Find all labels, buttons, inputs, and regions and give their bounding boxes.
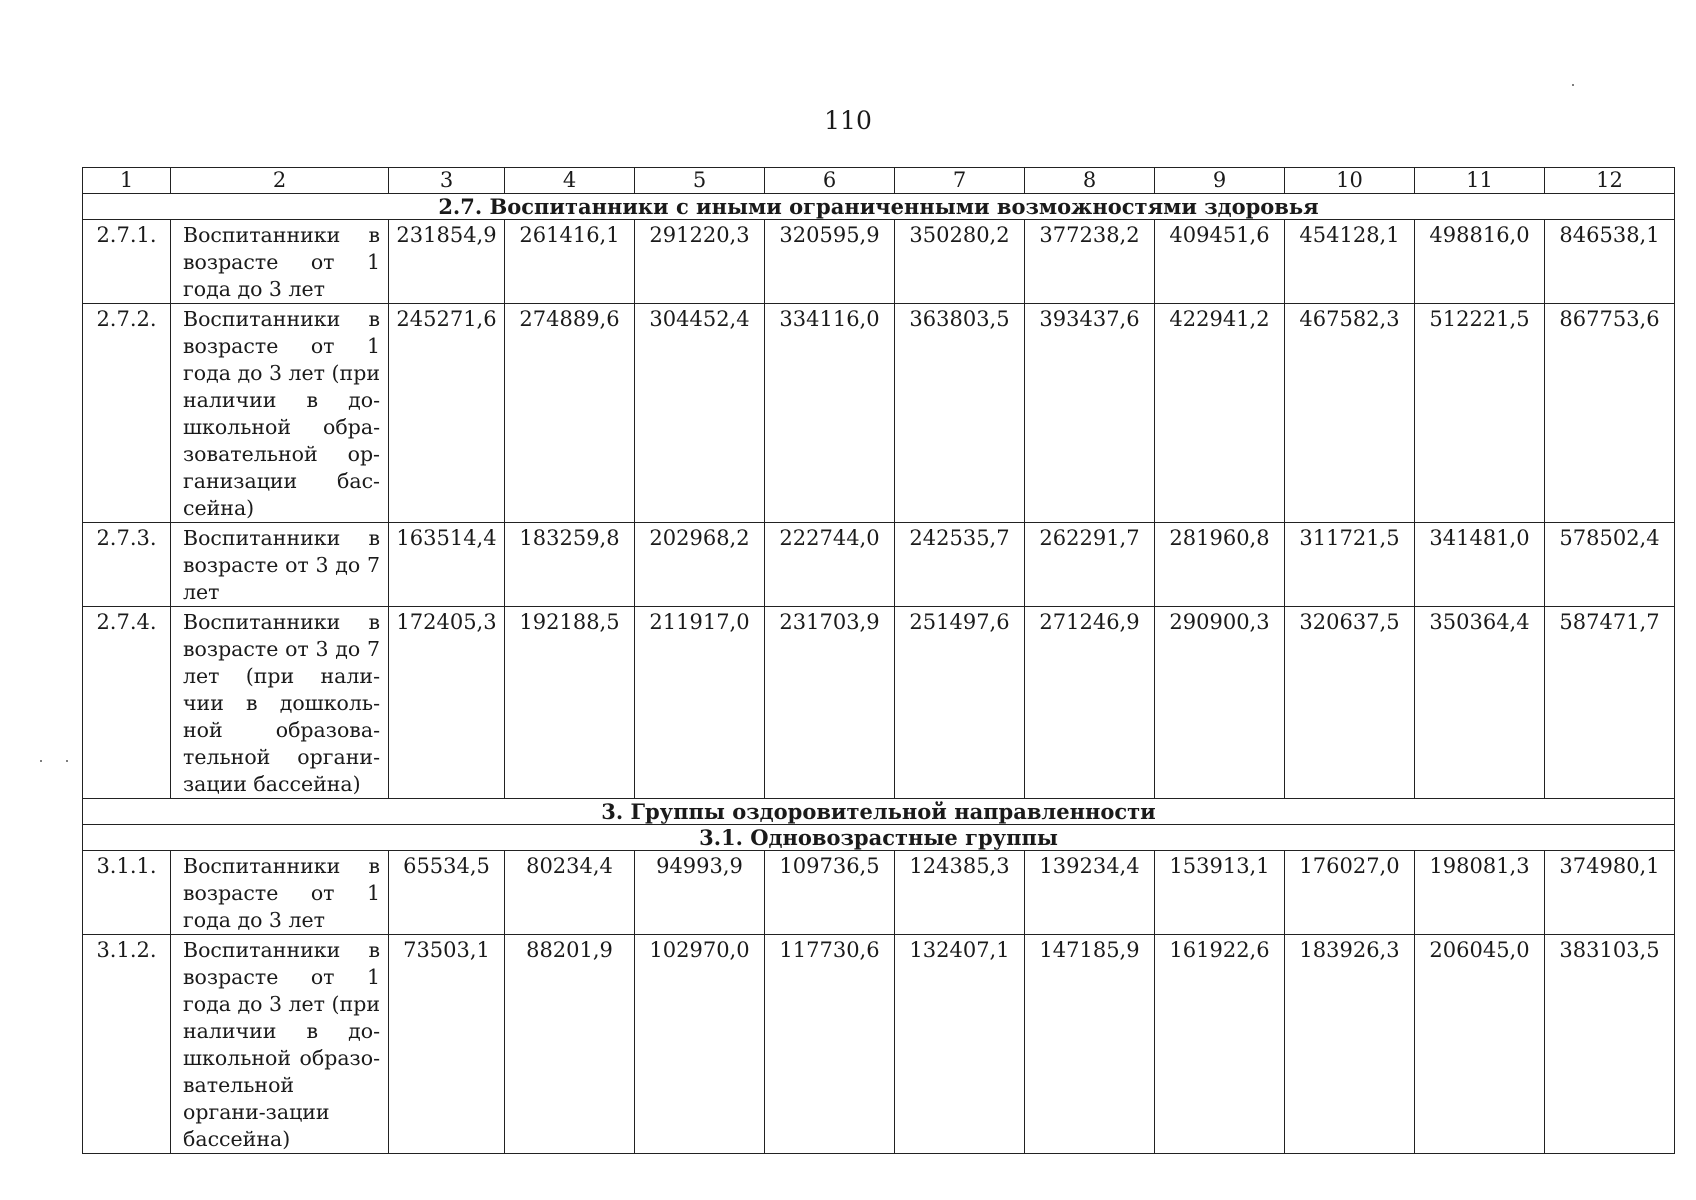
value-cell: 139234,4 [1025,851,1155,935]
value-cell: 846538,1 [1545,220,1675,304]
value-cell: 304452,4 [635,304,765,523]
row-name: Воспитанники в возрасте от 1 года до 3 лет [171,851,389,935]
value-cell: 262291,7 [1025,523,1155,607]
value-cell: 320637,5 [1285,607,1415,799]
value-cell: 153913,1 [1155,851,1285,935]
value-cell: 117730,6 [765,935,895,1154]
value-cell: 242535,7 [895,523,1025,607]
value-cell: 512221,5 [1415,304,1545,523]
value-cell: 320595,9 [765,220,895,304]
value-cell: 231854,9 [389,220,505,304]
value-cell: 206045,0 [1415,935,1545,1154]
section-title: 2.7. Воспитанники с иными ограниченными возможностями здоровья [83,194,1675,220]
value-cell: 467582,3 [1285,304,1415,523]
section-title: 3. Группы оздоровительной направленности [83,799,1675,825]
column-number: 12 [1545,168,1675,194]
value-cell: 271246,9 [1025,607,1155,799]
value-cell: 290900,3 [1155,607,1285,799]
section-row [83,799,1675,825]
value-cell: 245271,6 [389,304,505,523]
table-row [83,607,1675,799]
value-cell: 341481,0 [1415,523,1545,607]
section-row [83,194,1675,220]
value-cell: 291220,3 [635,220,765,304]
value-cell: 274889,6 [505,304,635,523]
value-cell: 163514,4 [389,523,505,607]
value-cell: 251497,6 [895,607,1025,799]
column-number: 1 [83,168,171,194]
value-cell: 94993,9 [635,851,765,935]
value-cell: 147185,9 [1025,935,1155,1154]
value-cell: 192188,5 [505,607,635,799]
row-code: 2.7.3. [83,523,171,607]
value-cell: 231703,9 [765,607,895,799]
value-cell: 73503,1 [389,935,505,1154]
value-cell: 172405,3 [389,607,505,799]
value-cell: 198081,3 [1415,851,1545,935]
table-row [83,523,1675,607]
table-row [83,935,1675,1154]
value-cell: 281960,8 [1155,523,1285,607]
value-cell: 183259,8 [505,523,635,607]
row-code: 2.7.2. [83,304,171,523]
value-cell: 183926,3 [1285,935,1415,1154]
column-number: 2 [171,168,389,194]
table-row [83,220,1675,304]
scan-speck [1572,84,1574,86]
column-number-row [83,168,1675,194]
value-cell: 409451,6 [1155,220,1285,304]
section-title: 3.1. Одновозрастные группы [83,825,1675,851]
column-number: 4 [505,168,635,194]
row-code: 3.1.2. [83,935,171,1154]
scan-speck [66,760,68,762]
row-code: 3.1.1. [83,851,171,935]
value-cell: 261416,1 [505,220,635,304]
value-cell: 350364,4 [1415,607,1545,799]
table-row [83,304,1675,523]
value-cell: 311721,5 [1285,523,1415,607]
value-cell: 80234,4 [505,851,635,935]
row-name: Воспитанники в возрасте от 1 года до 3 лет [171,220,389,304]
value-cell: 587471,7 [1545,607,1675,799]
value-cell: 161922,6 [1155,935,1285,1154]
value-cell: 377238,2 [1025,220,1155,304]
column-number: 6 [765,168,895,194]
table-row [83,851,1675,935]
value-cell: 109736,5 [765,851,895,935]
value-cell: 334116,0 [765,304,895,523]
column-number: 7 [895,168,1025,194]
scan-speck [40,760,42,762]
row-name: Воспитанники в возрасте от 3 до 7 лет [171,523,389,607]
value-cell: 350280,2 [895,220,1025,304]
value-cell: 374980,1 [1545,851,1675,935]
value-cell: 102970,0 [635,935,765,1154]
value-cell: 383103,5 [1545,935,1675,1154]
value-cell: 578502,4 [1545,523,1675,607]
value-cell: 88201,9 [505,935,635,1154]
table-body [83,168,1675,1154]
column-number: 9 [1155,168,1285,194]
value-cell: 867753,6 [1545,304,1675,523]
value-cell: 222744,0 [765,523,895,607]
row-name: Воспитанники в возрасте от 1 года до 3 лет (при наличии в до-школьной образо-вательной органи-зации бассейна) [171,935,389,1154]
column-number: 11 [1415,168,1545,194]
value-cell: 132407,1 [895,935,1025,1154]
column-number: 3 [389,168,505,194]
section-row [83,825,1675,851]
column-number: 10 [1285,168,1415,194]
value-cell: 176027,0 [1285,851,1415,935]
value-cell: 65534,5 [389,851,505,935]
value-cell: 454128,1 [1285,220,1415,304]
value-cell: 393437,6 [1025,304,1155,523]
page-number: 110 [824,106,872,135]
value-cell: 202968,2 [635,523,765,607]
value-cell: 124385,3 [895,851,1025,935]
column-number: 8 [1025,168,1155,194]
value-cell: 422941,2 [1155,304,1285,523]
row-name: Воспитанники в возрасте от 3 до 7 лет (при нали-чии в дошколь-ной образова-тельной органи-зации бассейна) [171,607,389,799]
row-name: Воспитанники в возрасте от 1 года до 3 лет (при наличии в до-школьной обра-зовательной ор-ганизации бас-сейна) [171,304,389,523]
tariff-table [82,167,1675,1154]
row-code: 2.7.1. [83,220,171,304]
row-code: 2.7.4. [83,607,171,799]
value-cell: 363803,5 [895,304,1025,523]
column-number: 5 [635,168,765,194]
value-cell: 211917,0 [635,607,765,799]
value-cell: 498816,0 [1415,220,1545,304]
